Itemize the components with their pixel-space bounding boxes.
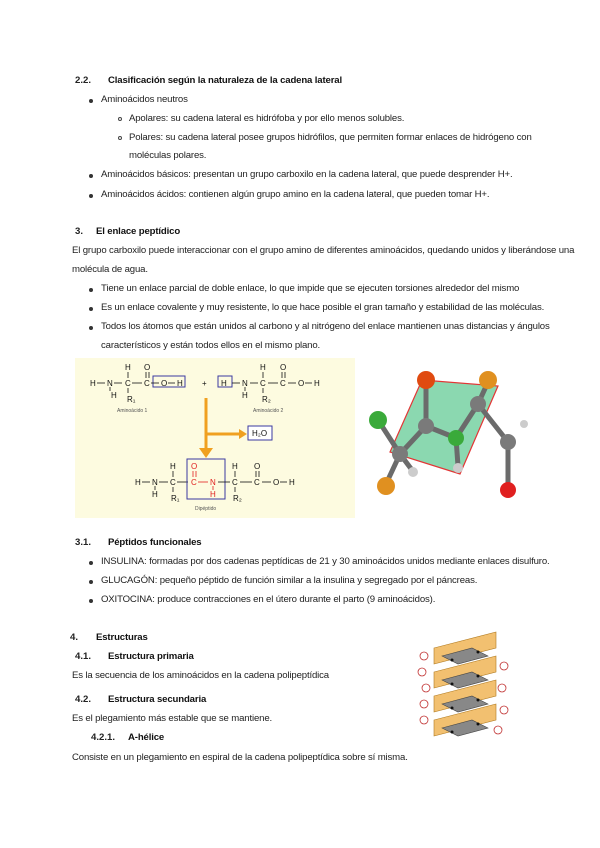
atom-label: H [170, 462, 176, 471]
bullet-icon [89, 307, 93, 311]
atom-label: O [191, 462, 198, 471]
atom-label: O [273, 478, 280, 487]
list-item: Aminoácidos básicos: presentan un grupo carboxilo en la cadena lateral, que puede desprender H+. [101, 169, 513, 180]
bullet-icon [89, 561, 93, 565]
atom-label: H [90, 379, 96, 388]
water-label: H₂O [252, 429, 268, 438]
atom-label: O [298, 379, 305, 388]
caption: Aminoácido 2 [253, 408, 284, 414]
atom-label: O [254, 462, 261, 471]
atom-label: C [254, 478, 260, 487]
atom-label: C [260, 379, 266, 388]
atom-label: H [210, 490, 216, 499]
list-item: Polares: su cadena lateral posee grupos hidrófilos, que permiten formar enlaces de hidrógeno con [129, 132, 532, 143]
paragraph: El grupo carboxilo puede interaccionar con el grupo amino de diferentes aminoácidos, quedando unidos y liberándose una [72, 245, 575, 256]
atom-label: C [144, 379, 150, 388]
atom-label: H [152, 490, 158, 499]
list-item: Tiene un enlace parcial de doble enlace, lo que impide que se ejecuten torsiones alrededor del mismo [101, 283, 520, 294]
peptide-3d-model [360, 362, 530, 502]
list-item: Aminoácidos ácidos: contienen algún grupo amino en la cadena lateral, que pueden tomar H+. [101, 189, 490, 200]
atom-label: C [280, 379, 286, 388]
atom-label: H [232, 462, 238, 471]
paragraph: Es la secuencia de los aminoácidos en la cadena polipeptídica [72, 670, 329, 681]
paragraph: molécula de agua. [72, 264, 148, 275]
section-heading: Estructuras [96, 632, 148, 643]
atom-label: H [260, 363, 266, 372]
section-number: 4.2.1. [91, 732, 116, 743]
section-number: 3. [75, 226, 84, 237]
atom-label: C [191, 478, 197, 487]
atom-label: H [221, 379, 227, 388]
list-item: OXITOCINA: produce contracciones en el útero durante el parto (9 aminoácidos). [101, 594, 436, 605]
bullet-icon [89, 174, 93, 178]
plus-sign: + [202, 379, 207, 388]
atom-label: C [125, 379, 131, 388]
atom-label: O [144, 363, 151, 372]
paragraph: Es el plegamiento más estable que se mantiene. [72, 713, 273, 724]
section-heading: A-hélice [128, 732, 165, 743]
atom-label: H [125, 363, 131, 372]
caption: Dipéptido [195, 506, 217, 512]
atom-label: H [289, 478, 295, 487]
list-item-continuation: característicos y están todos ellos en el mismo plano. [101, 340, 321, 351]
circle-bullet-icon [118, 117, 122, 121]
section-number: 3.1. [75, 537, 92, 548]
atom-label: N [107, 379, 113, 388]
atom-label: R₁ [171, 494, 180, 503]
circle-bullet-icon [118, 136, 122, 140]
section-number: 2.2. [75, 75, 92, 86]
list-item: Apolares: su cadena lateral es hidrófoba y por ello menos solubles. [129, 113, 405, 124]
bullet-icon [89, 599, 93, 603]
section-heading: El enlace peptídico [96, 226, 181, 237]
section-heading: Clasificación según la naturaleza de la cadena lateral [108, 75, 342, 86]
atom-label: H [111, 391, 117, 400]
section-number: 4. [70, 632, 79, 643]
secondary-structure-figure [412, 626, 517, 748]
atom-label: N [210, 478, 216, 487]
section-heading: Estructura primaria [108, 651, 194, 662]
section-heading: Estructura secundaria [108, 694, 207, 705]
atom-label: C [232, 478, 238, 487]
bullet-icon [89, 326, 93, 330]
atom-label: H [242, 391, 248, 400]
bullet-icon [89, 194, 93, 198]
atom-label: R₁ [127, 395, 136, 404]
section-heading: Péptidos funcionales [108, 537, 202, 548]
paragraph: Consiste en un plegamiento en espiral de la cadena polipeptídica sobre sí misma. [72, 752, 408, 763]
list-item: GLUCAGÓN: pequeño péptido de función similar a la insulina y segregado por el páncreas. [101, 575, 478, 586]
list-item: Todos los átomos que están unidos al carbono y al nitrógeno del enlace mantienen unas distancias y ángulos [101, 321, 550, 332]
section-number: 4.1. [75, 651, 92, 662]
atom-label: R₂ [233, 494, 242, 503]
atom-label: O [280, 363, 287, 372]
caption: Aminoácido 1 [117, 408, 148, 414]
atom-label: O [161, 379, 168, 388]
atom-label: N [242, 379, 248, 388]
bullet-icon [89, 99, 93, 103]
atom-label: H [314, 379, 320, 388]
list-item: Es un enlace covalente y muy resistente, lo que hace posible el gran tamaño y estabilidad de las moléculas. [101, 302, 545, 313]
atom-label: N [152, 478, 158, 487]
section-number: 4.2. [75, 694, 92, 705]
bullet-icon [89, 288, 93, 292]
atom-label: C [170, 478, 176, 487]
list-item-continuation: moléculas polares. [129, 150, 207, 161]
bullet-icon [89, 580, 93, 584]
peptide-bond-figure [75, 358, 355, 518]
list-item: Aminoácidos neutros [101, 94, 188, 105]
atom-label: H [135, 478, 141, 487]
list-item: INSULINA: formadas por dos cadenas peptídicas de 21 y 30 aminoácidos unidos mediante enlaces disulfuro. [101, 556, 550, 567]
atom-label: R₂ [262, 395, 271, 404]
atom-label: H [177, 379, 183, 388]
